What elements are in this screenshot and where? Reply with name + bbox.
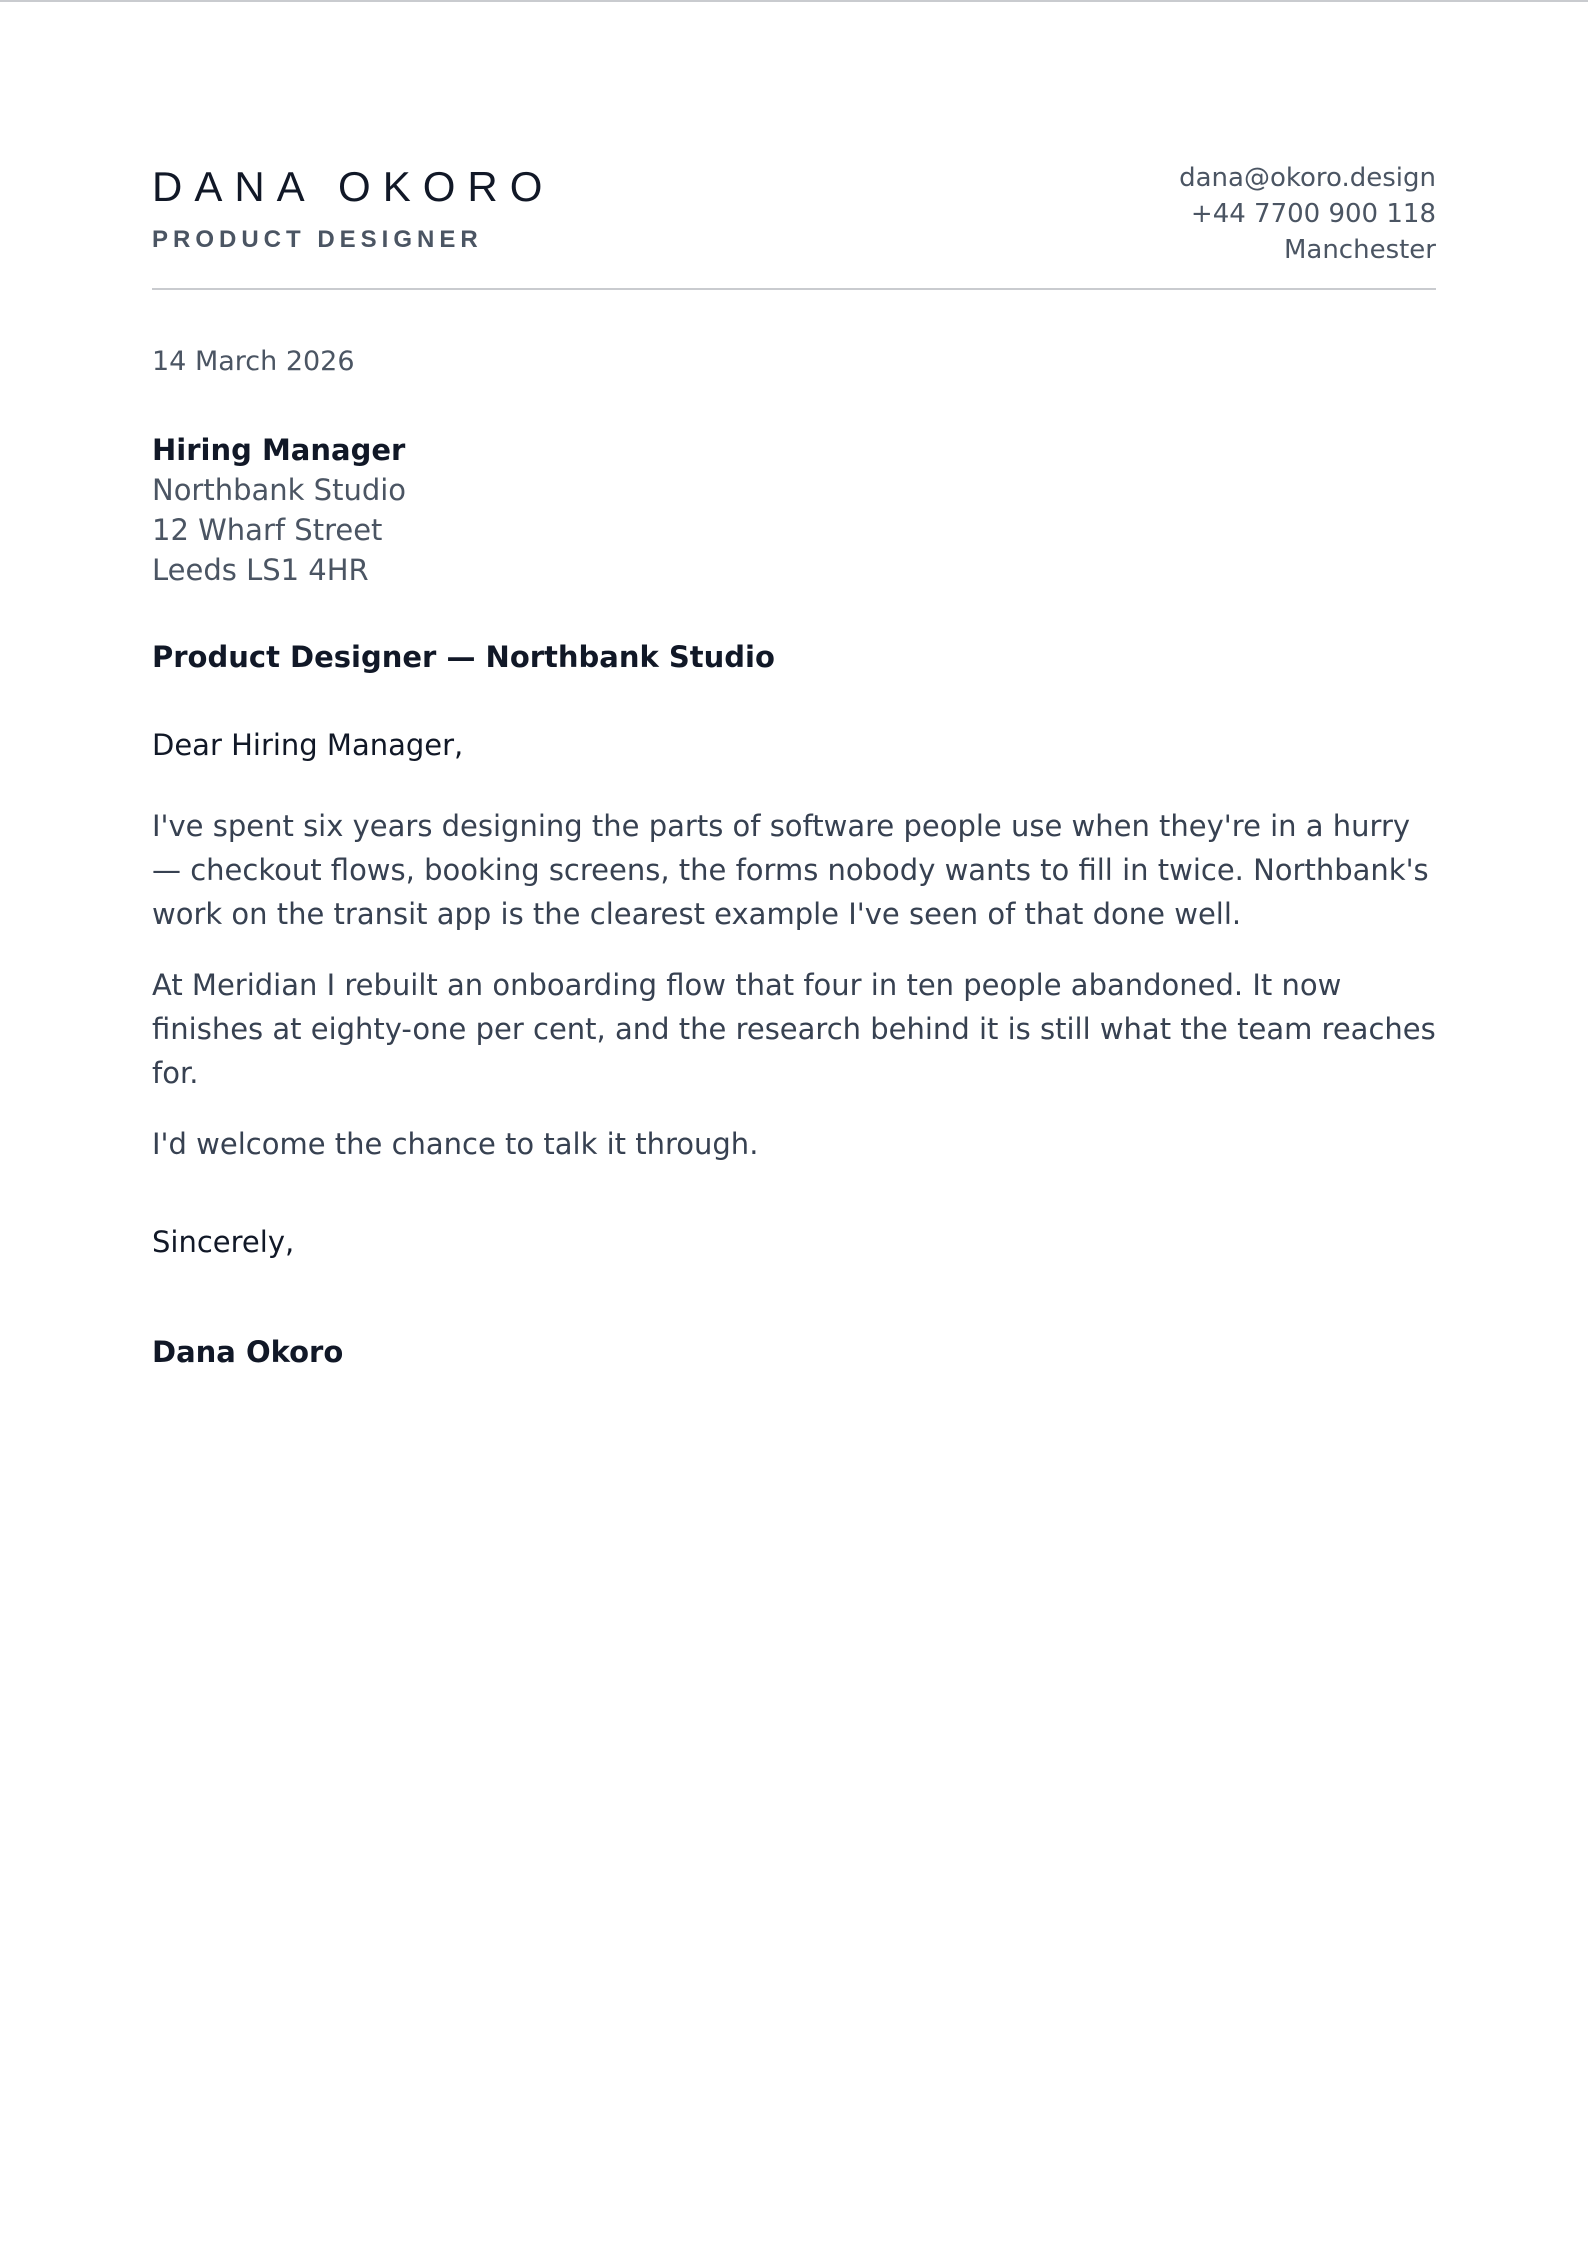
recipient-address — [152, 430, 406, 590]
body-paragraph: At Meridian I rebuilt an onboarding flow that four in ten people abandoned. It now finishes at eighty-one per cent, and the research behind it is still what the team reaches for. — [152, 968, 1436, 1090]
letterhead-divider — [152, 288, 1436, 290]
letterhead — [152, 160, 1436, 290]
contact-email: dana@okoro.design — [1179, 163, 1436, 193]
letter-date: 14 March 2026 — [152, 346, 355, 377]
recipient-street: 12 Wharf Street — [152, 513, 383, 547]
contact-location: Manchester — [1283, 235, 1436, 265]
recipient-city: Leeds LS1 4HR — [152, 553, 369, 587]
sender-title: PRODUCT DESIGNER — [152, 226, 483, 253]
letter-body — [152, 804, 1442, 1193]
signature-name: Dana Okoro — [152, 1335, 344, 1369]
recipient-company: Northbank Studio — [152, 473, 407, 507]
contact-block — [1179, 160, 1436, 268]
body-paragraph: I'd welcome the chance to talk it through. — [152, 1127, 759, 1161]
contact-phone: +44 7700 900 118 — [1190, 199, 1436, 229]
body-paragraph: I've spent six years designing the parts of software people use when they're in a hurry — checkout flows, booking screens, the forms nobody wants to fill in twice. Northbank's work on the transit app is the clearest example I've seen of that done well. — [152, 809, 1429, 931]
sender-name: DANA OKORO — [152, 163, 555, 210]
top-border — [0, 0, 1588, 2]
subject-line: Product Designer — Northbank Studio — [152, 640, 775, 674]
recipient-name: Hiring Manager — [152, 433, 406, 467]
closing: Sincerely, — [152, 1225, 295, 1259]
salutation: Dear Hiring Manager, — [152, 728, 464, 762]
